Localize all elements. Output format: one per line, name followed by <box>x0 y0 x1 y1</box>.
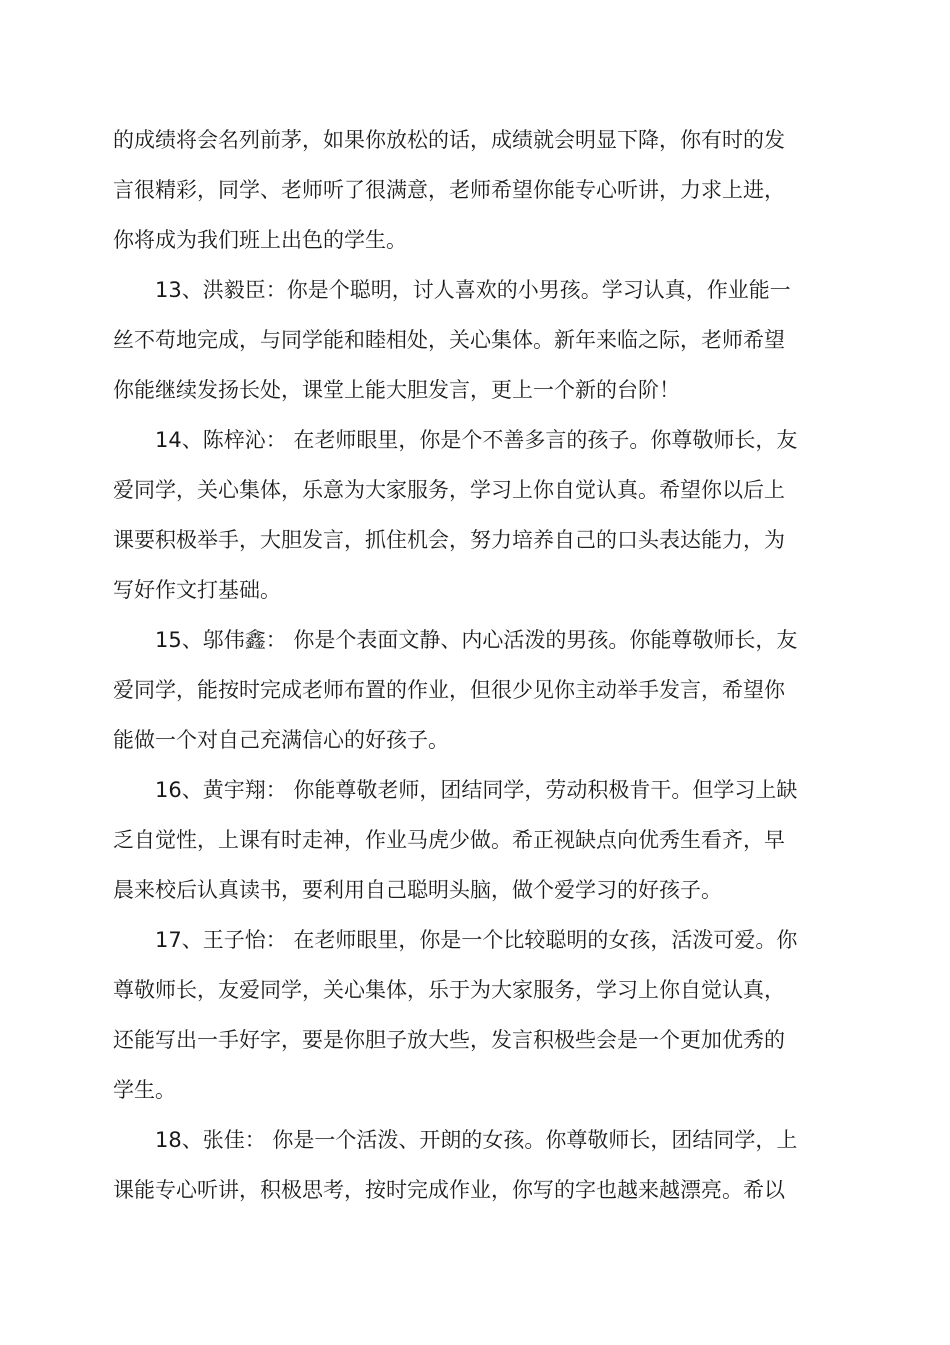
text-line: 爱同学，能按时完成老师布置的作业，但很少见你主动举手发言，希望你 <box>113 678 785 702</box>
text-line: 的成绩将会名列前茅，如果你放松的话，成绩就会明显下降，你有时的发 <box>113 128 785 152</box>
text-line: 写好作文打基础。 <box>113 578 281 602</box>
text-line: 言很精彩，同学、老师听了很满意，老师希望你能专心听讲，力求上进， <box>113 178 785 202</box>
comment-17-first-line: 17、王子怡： 在老师眼里，你是一个比较聪明的女孩，活泼可爱。你 <box>155 928 798 952</box>
text-line: 还能写出一手好字，要是你胆子放大些，发言积极些会是一个更加优秀的 <box>113 1028 785 1052</box>
text-line: 课能专心听讲，积极思考，按时完成作业，你写的字也越来越漂亮。希以 <box>113 1178 785 1202</box>
comment-13-first-line: 13、洪毅臣：你是个聪明，讨人喜欢的小男孩。学习认真，作业能一 <box>155 278 791 302</box>
comment-18-first-line: 18、张佳： 你是一个活泼、开朗的女孩。你尊敬师长，团结同学，上 <box>155 1128 798 1152</box>
text-line: 丝不苟地完成，与同学能和睦相处，关心集体。新年来临之际，老师希望 <box>113 328 785 352</box>
text-line: 爱同学，关心集体，乐意为大家服务，学习上你自觉认真。希望你以后上 <box>113 478 785 502</box>
text-line: 晨来校后认真读书，要利用自己聪明头脑，做个爱学习的好孩子。 <box>113 878 722 902</box>
text-line: 你能继续发扬长处，课堂上能大胆发言，更上一个新的台阶！ <box>113 378 680 402</box>
text-line: 课要积极举手，大胆发言，抓住机会，努力培养自己的口头表达能力，为 <box>113 528 785 552</box>
text-line: 你将成为我们班上出色的学生。 <box>113 228 407 252</box>
text-line: 能做一个对自己充满信心的好孩子。 <box>113 728 449 752</box>
text-line: 尊敬师长，友爱同学，关心集体，乐于为大家服务，学习上你自觉认真， <box>113 978 785 1002</box>
comment-16-first-line: 16、黄宇翔： 你能尊敬老师，团结同学，劳动积极肯干。但学习上缺 <box>155 778 798 802</box>
comment-15-first-line: 15、邬伟鑫： 你是个表面文静、内心活泼的男孩。你能尊敬师长，友 <box>155 628 798 652</box>
comment-14-first-line: 14、陈梓沁： 在老师眼里，你是个不善多言的孩子。你尊敬师长，友 <box>155 428 798 452</box>
text-line: 乏自觉性，上课有时走神，作业马虎少做。希正视缺点向优秀生看齐，早 <box>113 828 785 852</box>
text-line: 学生。 <box>113 1078 176 1102</box>
